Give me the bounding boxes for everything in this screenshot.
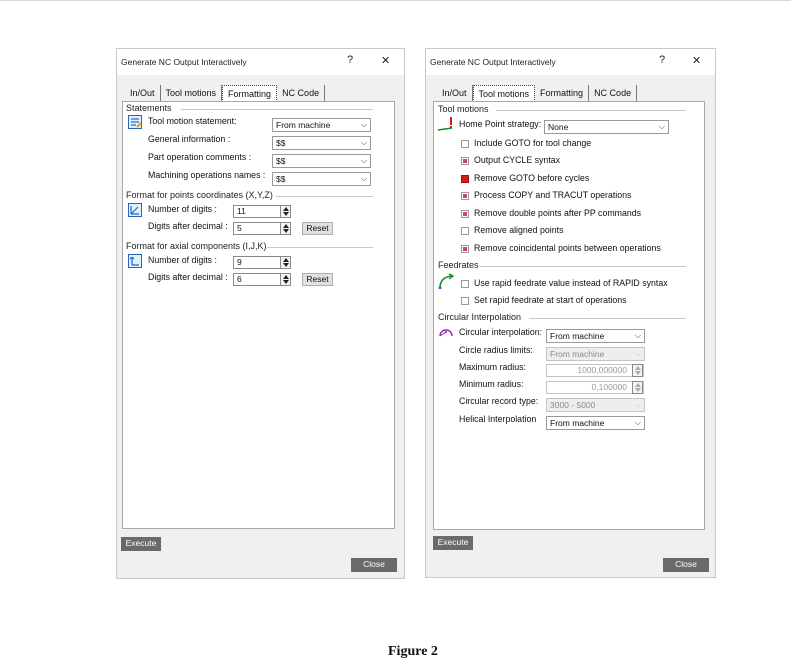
left-close-x-button[interactable]: ✕ — [381, 55, 391, 67]
points-format-divider — [276, 196, 373, 197]
circular-interpolation-icon — [438, 325, 454, 341]
max-radius-label: Maximum radius: — [459, 362, 526, 372]
radius-limits-combo[interactable] — [546, 347, 645, 361]
right-tab-bar — [437, 85, 637, 101]
left-tab-inout[interactable]: In/Out — [125, 85, 161, 101]
axial-format-heading: Format for axial components (I,J,K) — [126, 241, 267, 251]
home-point-label: Home Point strategy: — [459, 119, 542, 129]
feedrates-divider — [480, 266, 686, 267]
left-tab-tool-motions[interactable]: Tool motions — [161, 85, 223, 101]
points-decimal-label: Digits after decimal : — [148, 221, 228, 231]
record-type-value: 3000 - 5000 — [550, 400, 596, 410]
axial-decimal-label: Digits after decimal : — [148, 272, 228, 282]
part-op-comments-label: Part operation comments : — [148, 152, 252, 162]
max-radius-spinner[interactable] — [632, 364, 643, 377]
set-rapid-feedrate-label: Set rapid feedrate at start of operations — [474, 295, 627, 305]
right-tab-nc-code[interactable]: NC Code — [589, 85, 637, 101]
figure-caption: Figure 2 — [388, 644, 438, 659]
machining-op-names-label: Machining operations names : — [148, 170, 266, 180]
radius-limits-value: From machine — [550, 349, 605, 359]
point-coordinates-icon — [128, 203, 142, 217]
axial-reset-button[interactable]: Reset — [302, 273, 333, 286]
helical-label: Helical Interpolation — [459, 414, 537, 424]
right-tab-formatting[interactable]: Formatting — [535, 85, 589, 101]
points-reset-button[interactable]: Reset — [302, 222, 333, 235]
include-goto-label: Include GOTO for tool change — [474, 138, 592, 148]
home-point-combo[interactable] — [544, 120, 669, 134]
right-tab-tool-motions[interactable]: Tool motions — [473, 85, 536, 102]
process-copy-label: Process COPY and TRACUT operations — [474, 190, 632, 200]
tool-motion-statement-value: From machine — [276, 120, 331, 130]
general-info-value: $$ — [276, 138, 286, 148]
axial-decimal-input[interactable]: 6 — [233, 273, 281, 286]
left-titlebar — [117, 49, 404, 75]
use-rapid-feedrate-checkbox[interactable] — [461, 280, 469, 288]
tool-motions-divider — [496, 110, 686, 111]
right-tab-inout[interactable]: In/Out — [437, 85, 473, 101]
helical-value: From machine — [550, 418, 605, 428]
points-decimal-input[interactable]: 5 — [233, 222, 281, 235]
axial-digits-label: Number of digits : — [148, 255, 217, 265]
circular-divider — [529, 318, 686, 319]
part-op-comments-value: $$ — [276, 156, 286, 166]
right-execute-button[interactable]: Execute — [433, 536, 473, 550]
remove-aligned-points-checkbox[interactable] — [461, 227, 469, 235]
right-dialog — [425, 48, 716, 578]
left-execute-button[interactable]: Execute — [121, 537, 161, 551]
tool-motion-statement-combo[interactable] — [272, 118, 371, 132]
feedrate-icon — [438, 273, 456, 289]
tool-motions-heading: Tool motions — [438, 104, 489, 114]
chevron-down-icon: ⌵ — [360, 138, 367, 147]
points-digits-spinner[interactable] — [280, 205, 291, 218]
right-close-button[interactable]: Close — [663, 558, 709, 572]
axial-decimal-spinner[interactable] — [280, 273, 291, 286]
right-dialog-title: Generate NC Output Interactively — [430, 57, 556, 67]
record-type-label: Circular record type: — [459, 396, 539, 406]
left-close-button[interactable]: Close — [351, 558, 397, 572]
max-radius-input[interactable]: 1000,000000 — [546, 364, 644, 377]
part-op-comments-combo[interactable] — [272, 154, 371, 168]
helical-combo[interactable] — [546, 416, 645, 430]
machining-op-names-value: $$ — [276, 174, 286, 184]
right-titlebar — [426, 49, 715, 75]
remove-coincidental-label: Remove coincidental points between operations — [474, 243, 661, 253]
chevron-down-icon: ⌵ — [634, 400, 641, 409]
left-tab-panel — [122, 101, 395, 529]
remove-double-points-checkbox[interactable] — [461, 210, 469, 218]
circular-interp-combo[interactable] — [546, 329, 645, 343]
left-tab-formatting[interactable]: Formatting — [222, 85, 277, 102]
output-cycle-checkbox[interactable] — [461, 157, 469, 165]
record-type-combo[interactable] — [546, 398, 645, 412]
circular-heading: Circular Interpolation — [438, 312, 522, 322]
output-cycle-label: Output CYCLE syntax — [474, 155, 561, 165]
chevron-down-icon: ⌵ — [360, 156, 367, 165]
points-format-heading: Format for points coordinates (X,Y,Z) — [126, 190, 273, 200]
statement-icon — [128, 115, 142, 129]
chevron-down-icon: ⌵ — [360, 120, 367, 129]
general-info-label: General information : — [148, 134, 231, 144]
radius-limits-label: Circle radius limits: — [459, 345, 533, 355]
right-help-button[interactable]: ? — [659, 54, 666, 66]
circular-interp-label: Circular interpolation: — [459, 327, 543, 337]
right-close-x-button[interactable]: ✕ — [692, 55, 702, 67]
include-goto-checkbox[interactable] — [461, 140, 469, 148]
min-radius-spinner[interactable] — [632, 381, 643, 394]
chevron-down-icon: ⌵ — [360, 174, 367, 183]
left-tab-nc-code[interactable]: NC Code — [277, 85, 325, 101]
axial-components-icon — [128, 254, 142, 268]
left-tab-bar — [125, 85, 325, 101]
home-point-value: None — [548, 122, 569, 132]
statements-divider — [181, 109, 373, 110]
top-rule — [0, 0, 791, 1]
axial-format-divider — [267, 247, 373, 248]
general-info-combo[interactable] — [272, 136, 371, 150]
chevron-down-icon: ⌵ — [634, 418, 641, 427]
statements-heading: Statements — [126, 103, 172, 113]
chevron-down-icon: ⌵ — [658, 122, 665, 131]
left-dialog-title: Generate NC Output Interactively — [121, 57, 247, 67]
feedrates-heading: Feedrates — [438, 260, 479, 270]
home-point-icon — [437, 116, 455, 132]
axial-digits-input[interactable]: 9 — [233, 256, 281, 269]
axial-digits-spinner[interactable] — [280, 256, 291, 269]
right-tab-panel — [433, 101, 705, 530]
remove-aligned-points-label: Remove aligned points — [474, 225, 564, 235]
remove-goto-label: Remove GOTO before cycles — [474, 173, 590, 183]
process-copy-checkbox[interactable] — [461, 192, 469, 200]
remove-double-points-label: Remove double points after PP commands — [474, 208, 642, 218]
remove-coincidental-checkbox[interactable] — [461, 245, 469, 253]
remove-goto-checkbox[interactable] — [461, 175, 469, 183]
left-help-button[interactable]: ? — [347, 54, 354, 66]
use-rapid-feedrate-label: Use rapid feedrate value instead of RAPID syntax — [474, 278, 668, 288]
points-digits-input[interactable]: 11 — [233, 205, 281, 218]
circular-interp-value: From machine — [550, 331, 605, 341]
chevron-down-icon: ⌵ — [634, 331, 641, 340]
min-radius-label: Minimum radius: — [459, 379, 524, 389]
set-rapid-feedrate-checkbox[interactable] — [461, 297, 469, 305]
points-decimal-spinner[interactable] — [280, 222, 291, 235]
points-digits-label: Number of digits : — [148, 204, 217, 214]
tool-motion-statement-label: Tool motion statement: — [148, 116, 237, 126]
min-radius-input[interactable]: 0,100000 — [546, 381, 644, 394]
machining-op-names-combo[interactable] — [272, 172, 371, 186]
left-dialog — [116, 48, 405, 579]
chevron-down-icon: ⌵ — [634, 349, 641, 358]
